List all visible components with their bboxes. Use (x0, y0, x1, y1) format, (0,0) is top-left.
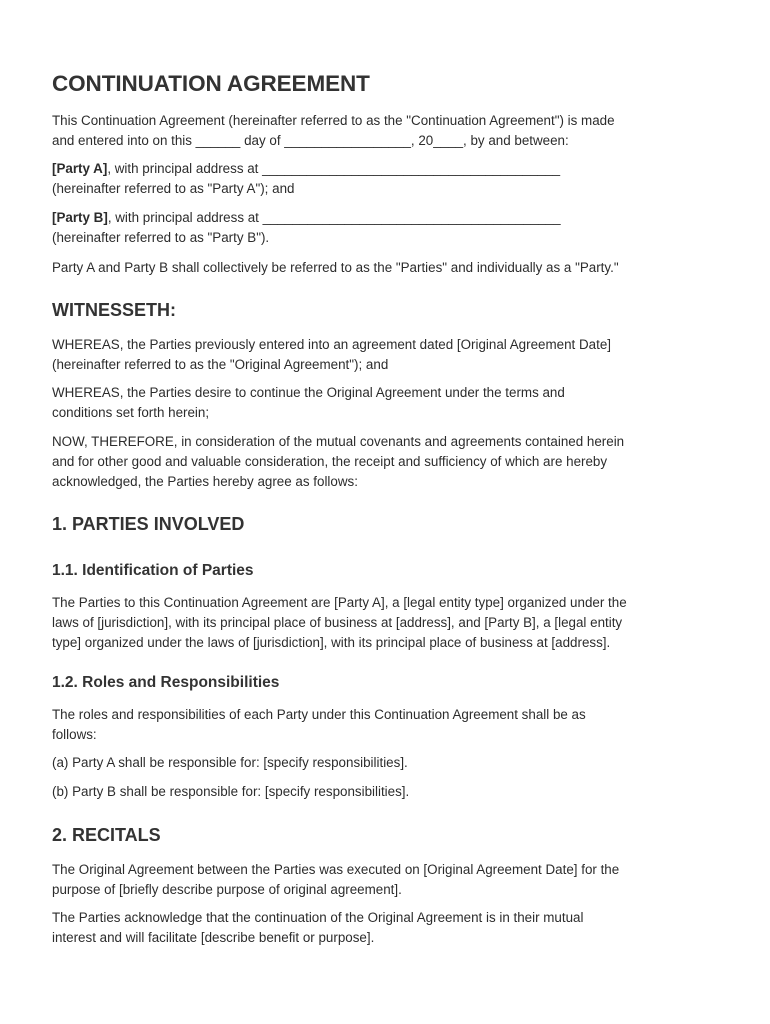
section-1-heading: 1. PARTIES INVOLVED (52, 514, 245, 534)
witnesseth-heading: WITNESSETH: (52, 300, 176, 320)
collective-paragraph: Party A and Party B shall collectively be referred to as the "Parties" and individually as a "Party." (52, 260, 619, 275)
now-therefore-paragraph (52, 432, 722, 492)
roles-item-a: (a) Party A shall be responsible for: [specify responsibilities]. (52, 755, 408, 770)
whereas-line: conditions set forth herein; (52, 405, 210, 420)
party-b-address-line: , with principal address at ________________________________________ (107, 210, 561, 225)
roles-line: The roles and responsibilities of each Party under this Continuation Agreement shall be as (52, 707, 586, 722)
whereas-line: WHEREAS, the Parties desire to continue the Original Agreement under the terms and (52, 385, 565, 400)
roles-line: follows: (52, 727, 97, 742)
identification-line: The Parties to this Continuation Agreement are [Party A], a [legal entity type] organized under the (52, 595, 627, 610)
recitals-line: purpose of [briefly describe purpose of original agreement]. (52, 882, 402, 897)
now-therefore-line: and for other good and valuable consideration, the receipt and sufficiency of which are hereby (52, 454, 608, 469)
recitals-line: The Original Agreement between the Parties was executed on [Original Agreement Date] for the (52, 862, 620, 877)
whereas-line: WHEREAS, the Parties previously entered into an agreement dated [Original Agreement Date] (52, 337, 611, 352)
party-a-reference: (hereinafter referred to as "Party A"); and (52, 181, 295, 196)
party-a-address-line: , with principal address at ________________________________________ (107, 161, 561, 176)
intro-paragraph (52, 111, 722, 151)
identification-line: laws of [jurisdiction], with its principal place of business at [address], and [Party B], a [legal entity (52, 615, 623, 630)
party-b-reference: (hereinafter referred to as "Party B"). (52, 230, 270, 245)
section-1-1-heading: 1.1. Identification of Parties (52, 562, 254, 579)
roles-item-b: (b) Party B shall be responsible for: [specify responsibilities]. (52, 784, 410, 799)
now-therefore-line: acknowledged, the Parties hereby agree as follows: (52, 474, 358, 489)
identification-paragraph (52, 593, 722, 653)
now-therefore-line: NOW, THEREFORE, in consideration of the mutual covenants and agreements contained herein (52, 434, 625, 449)
section-2-heading: 2. RECITALS (52, 825, 161, 845)
whereas-paragraph-1 (52, 335, 722, 375)
recitals-line: The Parties acknowledge that the continuation of the Original Agreement is in their mutual (52, 910, 584, 925)
party-a-name: [Party A] (52, 161, 108, 176)
whereas-paragraph-2 (52, 383, 722, 423)
intro-line: This Continuation Agreement (hereinafter referred to as the "Continuation Agreement") is made (52, 113, 615, 128)
whereas-line: (hereinafter referred to as the "Original Agreement"); and (52, 357, 389, 372)
party-b-paragraph (52, 208, 722, 248)
party-b-name: [Party B] (52, 210, 108, 225)
document-title: CONTINUATION AGREEMENT (52, 71, 370, 96)
identification-line: type] organized under the laws of [jurisdiction], with its principal place of business at [address]. (52, 635, 611, 650)
recitals-paragraph-2 (52, 908, 722, 948)
recitals-line: interest and will facilitate [describe benefit or purpose]. (52, 930, 375, 945)
section-1-2-heading: 1.2. Roles and Responsibilities (52, 674, 280, 691)
intro-line: and entered into on this ______ day of _________________, 20____, by and between: (52, 133, 569, 148)
roles-paragraph (52, 705, 722, 745)
party-a-paragraph (52, 159, 722, 199)
recitals-paragraph-1 (52, 860, 722, 900)
